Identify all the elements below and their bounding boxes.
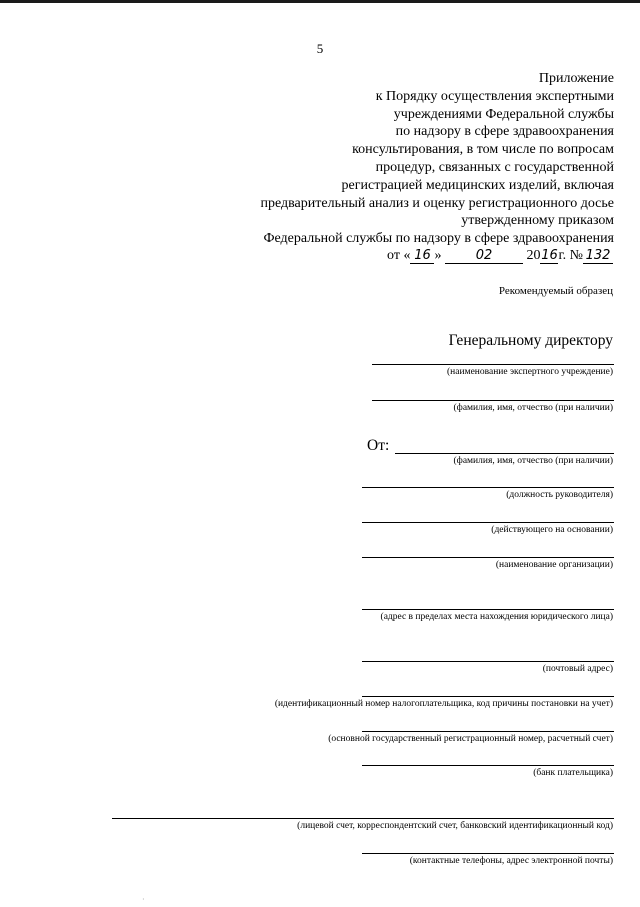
order-day: 16 bbox=[410, 249, 434, 264]
appendix-line: утвержденному приказом bbox=[461, 213, 614, 229]
field-line[interactable] bbox=[372, 400, 614, 401]
field-line[interactable] bbox=[362, 765, 614, 766]
page-number: 5 bbox=[316, 41, 324, 56]
field-caption: (фамилия, имя, отчество (при наличии) bbox=[453, 403, 613, 413]
appendix-header bbox=[260, 70, 614, 248]
field-caption: (адрес в пределах места нахождения юридического лица) bbox=[380, 612, 613, 622]
appendix-line: предварительный анализ и оценку регистрационного досье bbox=[260, 195, 614, 211]
field-line[interactable] bbox=[362, 609, 614, 610]
field-line[interactable] bbox=[362, 853, 614, 854]
field-line[interactable] bbox=[362, 487, 614, 488]
order-number: 132 bbox=[583, 249, 613, 264]
field-caption: (контактные телефоны, адрес электронной почты) bbox=[409, 856, 613, 866]
field-caption: (почтовый адрес) bbox=[542, 664, 613, 674]
order-date-line bbox=[387, 248, 613, 264]
field-line[interactable] bbox=[362, 522, 614, 523]
field-caption: (наименование экспертного учреждение) bbox=[447, 367, 613, 377]
margin-mark: · bbox=[142, 895, 145, 904]
order-year-suffix: 16 bbox=[541, 248, 558, 263]
field-line[interactable] bbox=[112, 818, 614, 819]
field-caption: (наименование организации) bbox=[495, 560, 613, 570]
order-date-quote: » bbox=[434, 248, 442, 263]
field-line[interactable] bbox=[362, 557, 614, 558]
sample-note: Рекомендуемый образец bbox=[498, 285, 613, 297]
order-year-prefix: 20 bbox=[526, 248, 541, 263]
order-date-prefix: от « bbox=[387, 248, 411, 263]
field-caption: (основной государственный регистрационный номер, расчетный счет) bbox=[328, 734, 613, 744]
field-line[interactable] bbox=[372, 364, 614, 365]
field-line[interactable] bbox=[362, 731, 614, 732]
field-line[interactable] bbox=[362, 661, 614, 662]
appendix-line: регистрацией медицинских изделий, включая bbox=[341, 177, 614, 193]
field-caption: (банк плательщика) bbox=[533, 768, 613, 778]
field-caption: (действующего на основании) bbox=[491, 525, 613, 535]
field-line[interactable] bbox=[395, 453, 614, 454]
appendix-line: консультирования, в том числе по вопросам bbox=[352, 142, 614, 158]
appendix-line: Приложение bbox=[538, 71, 614, 86]
field-caption: (идентификационный номер налогоплательщика, код причины постановки на учет) bbox=[274, 699, 613, 709]
field-caption: (лицевой счет, корреспондентский счет, банковский идентификационный код) bbox=[297, 821, 613, 831]
addressee-title: Генеральному директору bbox=[448, 332, 613, 349]
order-month: 02 bbox=[445, 249, 523, 264]
appendix-line: Федеральной службы по надзору в сфере здравоохранения bbox=[263, 231, 614, 247]
appendix-line: учреждениями Федеральной службы bbox=[393, 106, 614, 122]
field-caption: (фамилия, имя, отчество (при наличии) bbox=[453, 456, 613, 466]
appendix-line: процедур, связанных с государственной bbox=[375, 159, 614, 175]
order-number-label: г. № bbox=[558, 248, 583, 263]
appendix-line: по надзору в сфере здравоохранения bbox=[395, 124, 614, 140]
scan-top-border bbox=[0, 0, 640, 3]
from-label: От: bbox=[367, 437, 390, 454]
field-line[interactable] bbox=[362, 696, 614, 697]
appendix-line: к Порядку осуществления экспертными bbox=[375, 88, 614, 104]
field-caption: (должность руководителя) bbox=[506, 490, 613, 500]
